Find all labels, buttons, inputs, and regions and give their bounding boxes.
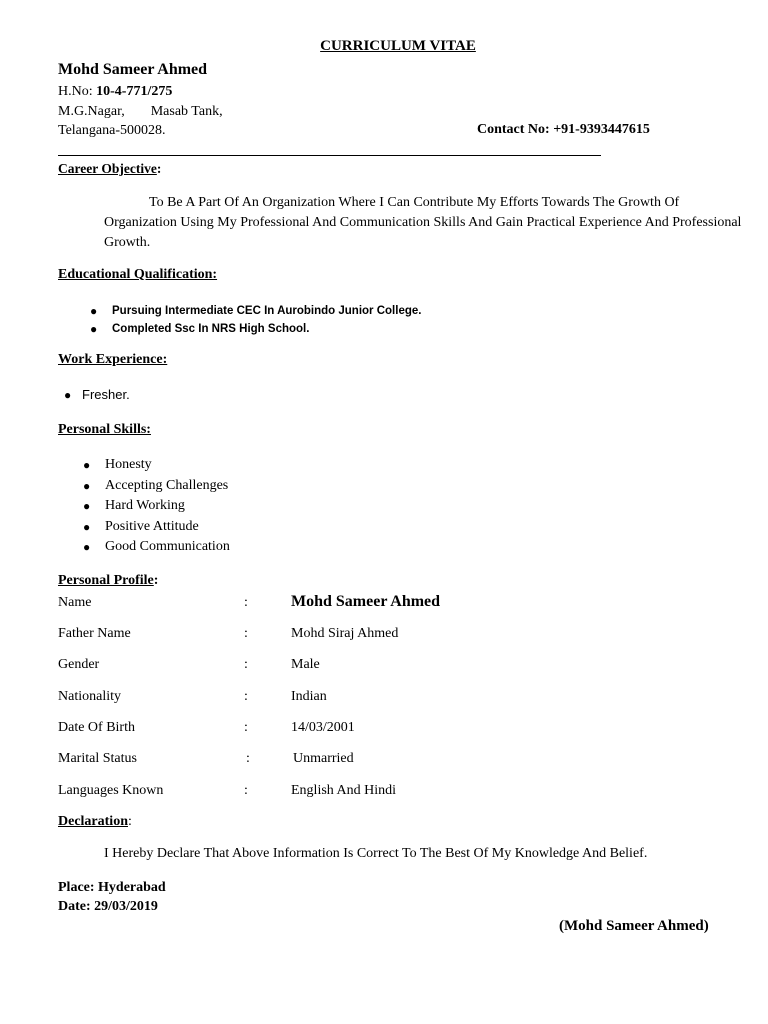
education-heading: Educational Qualification: <box>58 267 218 282</box>
personal-skills-heading: Personal Skills: <box>58 422 151 437</box>
list-item: ● Pursuing Intermediate CEC In Aurobindo Junior College. <box>90 304 422 318</box>
profile-value: Mohd Siraj Ahmed <box>291 626 399 641</box>
profile-label: Marital Status <box>58 751 137 766</box>
profile-value: 14/03/2001 <box>291 720 355 735</box>
profile-label: Gender <box>58 657 100 672</box>
profile-label: Date Of Birth <box>58 720 135 735</box>
list-item: ● Honesty <box>105 455 230 476</box>
address-area: M.G.Nagar, <box>58 104 125 119</box>
place: Place: Hyderabad <box>58 880 166 895</box>
profile-value: English And Hindi <box>291 783 397 798</box>
profile-label: Nationality <box>58 689 121 704</box>
bullet-icon: ● <box>83 519 91 534</box>
signature-name: (Mohd Sameer Ahmed) <box>559 918 709 934</box>
profile-separator: : <box>244 689 248 704</box>
profile-value: Mohd Sameer Ahmed <box>291 593 441 610</box>
declaration-text: I Hereby Declare That Above Information Is Correct To The Best Of My Knowledge And Belief. <box>104 846 648 861</box>
bullet-icon: ● <box>83 478 91 493</box>
profile-separator: : <box>244 595 248 610</box>
address-locality: Masab Tank, <box>150 104 223 119</box>
header-divider <box>58 155 601 156</box>
bullet-icon: ● <box>64 388 72 402</box>
date: Date: 29/03/2019 <box>58 899 158 914</box>
bullet-icon: ● <box>83 540 91 554</box>
profile-separator: : <box>244 626 248 641</box>
address-line-2 <box>58 104 223 120</box>
list-item: ● Positive Attitude <box>105 517 230 538</box>
list-item: ● Completed Ssc In NRS High School. <box>90 322 310 336</box>
list-item: ● Hard Working <box>105 496 230 517</box>
bullet-icon: ● <box>90 304 98 318</box>
profile-label: Languages Known <box>58 783 164 798</box>
document-title: CURRICULUM VITAE <box>320 38 476 54</box>
house-number-label: H.No: <box>58 84 97 99</box>
profile-separator: : <box>244 720 248 735</box>
profile-separator: : <box>244 657 248 672</box>
bullet-icon: ● <box>83 499 91 513</box>
list-item: ● Good Communication <box>105 537 230 558</box>
career-objective-text: To Be A Part Of An Organization Where I Can Contribute My Efforts Towards The Growth Of Organization Using My Professional And Communication Skills And Gain Practical Experience And Professional Growth. <box>104 195 742 250</box>
work-experience-heading: Work Experience: <box>58 352 168 367</box>
profile-label: Name <box>58 595 92 610</box>
profile-label: Father Name <box>58 626 131 641</box>
work-experience-list <box>64 386 130 404</box>
profile-value: Male <box>291 657 320 672</box>
list-item: ● Fresher. <box>64 387 130 402</box>
declaration-heading: Declaration: <box>58 814 132 829</box>
career-objective-heading: Career Objective: <box>58 161 162 176</box>
bullet-icon: ● <box>90 322 98 336</box>
profile-separator: : <box>244 783 248 798</box>
profile-value: Indian <box>291 689 327 704</box>
house-number-value: 10-4-771/275 <box>96 84 173 99</box>
profile-value: Unmarried <box>293 751 354 766</box>
address-line-3: Telangana-500028. <box>58 123 166 138</box>
contact-number: Contact No: +91-9393447615 <box>477 122 650 137</box>
personal-skills-list <box>83 455 230 558</box>
education-list <box>90 302 422 338</box>
candidate-name: Mohd Sameer Ahmed <box>58 61 208 78</box>
address-line-1 <box>58 84 172 100</box>
profile-separator: : <box>246 751 250 766</box>
bullet-icon: ● <box>83 458 91 472</box>
personal-profile-heading: Personal Profile: <box>58 573 159 588</box>
list-item: ● Accepting Challenges <box>105 476 230 497</box>
